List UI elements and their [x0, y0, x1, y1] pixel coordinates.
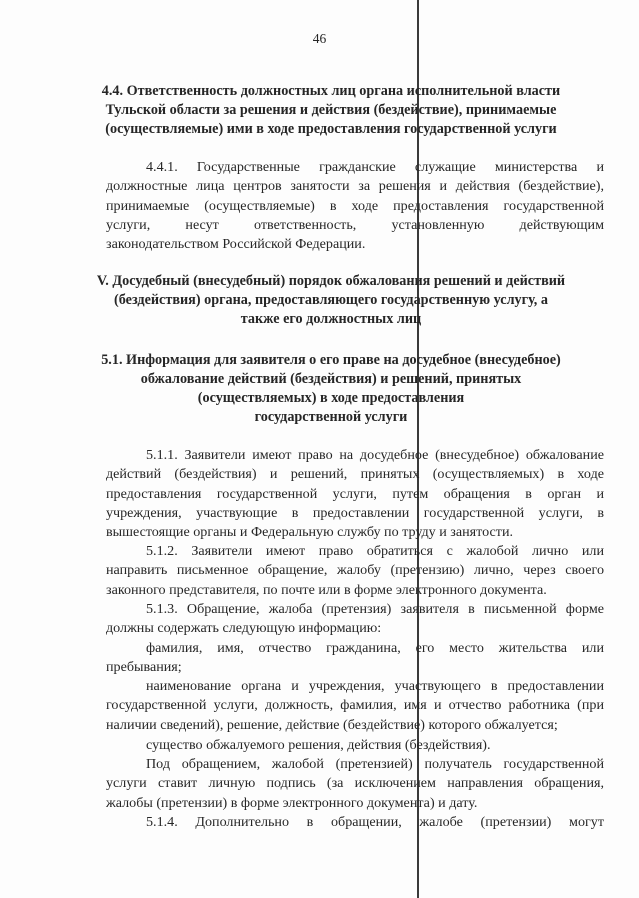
heading-line: (бездействия) органа, предоставляющего государственную услугу, а — [114, 292, 548, 308]
paragraph-line: Под обращением, жалобой (претензией) получатель государственной — [146, 756, 604, 772]
paragraph-5-1-1 — [106, 446, 604, 542]
heading-line: V. Досудебный (внесудебный) порядок обжалования решений и действий — [96, 273, 566, 289]
heading-line: 5.1. Информация для заявителя о его праве на досудебное (внесудебное) — [101, 352, 561, 368]
section-heading-v — [96, 272, 566, 329]
paragraph-line: 5.1.1. Заявители имеют право на досудебное (внесудебное) обжалование — [146, 447, 604, 463]
paragraph-line: предоставления государственной услуги, путем обращения в орган и — [106, 485, 604, 502]
paragraph-line: жалобы (претензии) в форме электронного документа) и дату. — [106, 794, 478, 811]
paragraph-line: 5.1.3. Обращение, жалоба (претензия) заявителя в письменной форме — [146, 601, 604, 617]
paragraph-line: вышестоящие органы и Федеральную службу по труду и занятости. — [106, 524, 514, 541]
page-number: 46 — [312, 31, 327, 46]
paragraph-line: наличии сведений), решение, действие (бездействие) которого обжалуется; — [106, 716, 558, 733]
paragraph-line: наименование органа и учреждения, участвующего в предоставлении — [146, 678, 604, 694]
paragraph-5-1-3 — [106, 600, 604, 639]
heading-line: Тульской области за решения и действия (бездействие), принимаемые — [105, 102, 557, 118]
paragraph-line: законного представителя, по почте или в форме электронного документа. — [106, 581, 547, 598]
section-heading-4-4 — [96, 82, 566, 139]
paragraph-line: должностные лица центров занятости за решения и действия (бездействие), — [106, 178, 604, 195]
paragraph-line: направить письменное обращение, жалобу (претензию) лично, через своего — [106, 562, 604, 579]
paragraph-5-1-4 — [106, 813, 604, 832]
paragraph-line: существо обжалуемого решения, действия (бездействия). — [146, 737, 491, 753]
paragraph-line: учреждения, участвующие в предоставлении государственной услуги, в — [106, 504, 604, 521]
section-heading-5-1 — [96, 351, 566, 427]
list-item-name — [106, 639, 604, 678]
list-item-essence — [106, 736, 604, 755]
heading-line: также его должностных лиц — [240, 311, 422, 327]
paragraph-line: пребывания; — [106, 659, 182, 676]
paragraph-line: государственной услуги, должность, фамилия, имя и отчество работника (при — [106, 697, 604, 714]
heading-line: государственной услуги — [254, 409, 408, 425]
paragraph-line: принимаемые (осуществляемые) в ходе предоставления государственной — [106, 197, 604, 214]
paragraph-line: фамилия, имя, отчество гражданина, его место жительства или — [146, 640, 604, 656]
heading-line: (осуществляемые) ими в ходе предоставления государственной услуги — [105, 121, 557, 137]
paragraph-line: законодательством Российской Федерации. — [106, 236, 366, 253]
list-item-organ — [106, 677, 604, 735]
paragraph-line: услуги ставит личную подпись (за исключением направления обращения, — [106, 775, 604, 792]
paragraph-5-1-2 — [106, 542, 604, 600]
heading-line: 4.4. Ответственность должностных лиц органа исполнительной власти — [101, 83, 561, 99]
paragraph-line: 5.1.2. Заявители имеют право обратиться с жалобой лично или — [146, 543, 604, 559]
paragraph-line: услуги, несут ответственность, установленную действующим — [106, 216, 604, 233]
heading-line: обжалование действий (бездействия) и решений, принятых — [140, 371, 522, 387]
paragraph-4-4-1 — [106, 158, 604, 254]
paragraph-line: 5.1.4. Дополнительно в обращении, жалобе (претензии) могут — [146, 814, 604, 830]
paragraph-signature — [106, 755, 604, 813]
paragraph-line: 4.4.1. Государственные гражданские служащие министерства и — [146, 159, 604, 175]
paragraph-line: действий (бездействия) и решений, принятых (осуществляемых) в ходе — [106, 466, 604, 483]
heading-line: (осуществляемых) в ходе предоставления — [197, 390, 465, 406]
paragraph-line: должны содержать следующую информацию: — [106, 620, 382, 637]
